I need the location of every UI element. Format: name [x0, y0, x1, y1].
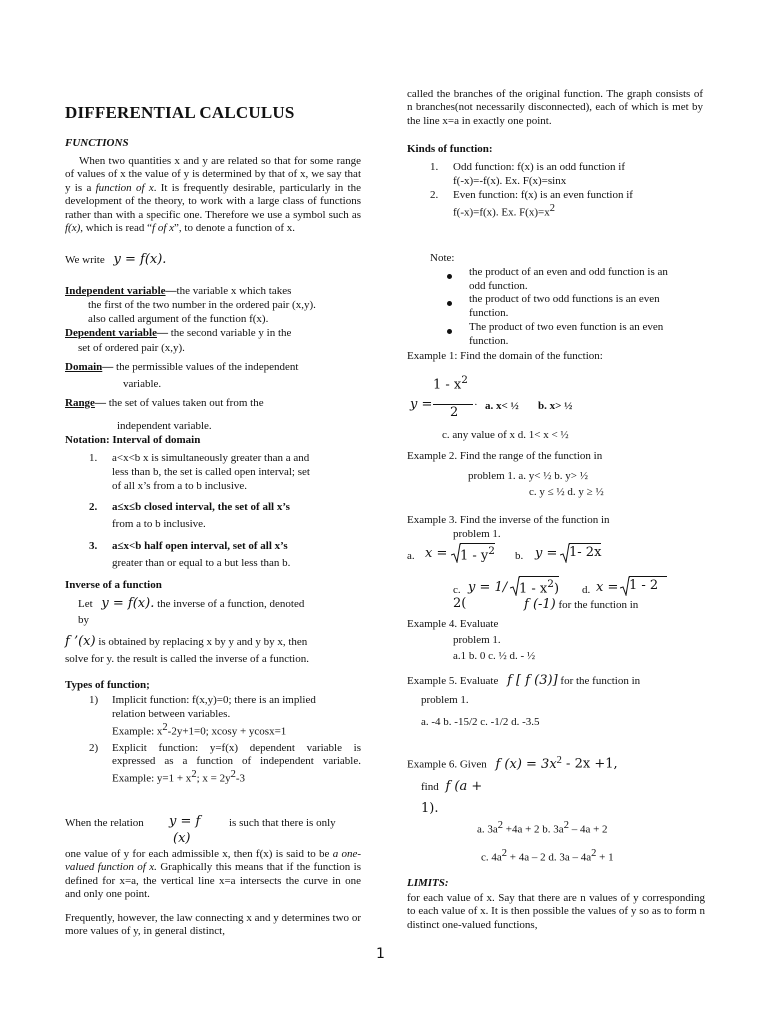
limits-heading: LIMITS:	[407, 877, 449, 889]
inverse-heading: Inverse of a function	[65, 579, 162, 591]
example-3-option-a-label: a.	[407, 550, 415, 562]
example-3-option-c-tail: 2(	[453, 596, 467, 611]
independent-variable-def-2: the first of the two number in the ordered pair (x,y).	[88, 299, 316, 311]
when-relation-suffix: is such that there is only	[229, 817, 336, 829]
example-5-prompt: Example 5. Evaluate f [ f (3)] for the function in	[407, 673, 641, 688]
type-1-line-3: Example: $x^2-2y+1=0$; xcosy + ycosx=1	[112, 722, 287, 738]
example-6-find: find f (a +	[421, 779, 483, 794]
example-3-option-a-radicand: $1 - y^2$	[460, 545, 495, 564]
kinds-heading: Kinds of function:	[407, 143, 493, 155]
inverse-fprime-line: f ’(x) is obtained by replacing x by y and y by x, then	[65, 634, 308, 649]
example-5-options: a. -4 b. -15/2 c. -1/2 d. -3.5	[421, 716, 540, 728]
dependent-variable-def: Dependent variable— the second variable y in the	[65, 327, 292, 339]
notation-item-1-line-2: less than b, the set is called open interval; set	[112, 466, 310, 478]
functions-intro: When two quantities x and y are related so that for some range of values of x the value of y is determined by that of x, we say that y is a function of x. It is frequently desirable, particularly in the development of the theory, to work with a large class of functions rather than with a specific one. Therefore we use a symbol such as f(x), which is read “f of x”, to denote a function of x.	[65, 155, 361, 235]
when-relation-eq-bottom: (x)	[173, 831, 191, 846]
notation-item-3-line-1: a≤x<b half open interval, set of all x’s	[112, 540, 288, 552]
notation-item-3-line-2: greater than or equal to a but less than b.	[112, 557, 291, 569]
kind-1-number: 1.	[430, 161, 439, 173]
page-title: DIFFERENTIAL CALCULUS	[65, 103, 295, 122]
example-1-options-cd: c. any value of x d. 1< x < ½	[442, 429, 569, 441]
example-1-prompt: Example 1: Find the domain of the function:	[407, 350, 603, 362]
example-1-denominator: 2	[450, 405, 459, 420]
example-4-problem-ref: problem 1.	[453, 634, 501, 646]
note-1-line-2: odd function.	[469, 280, 528, 292]
type-1-number: 1)	[89, 694, 99, 706]
note-label: Note:	[430, 252, 455, 264]
notation-item-2-line-2: from a to b inclusive.	[112, 518, 206, 530]
one-valued-paragraph: one value of y for each admissible x, then f(x) is said to be a one-valued function of x. Graphically this means that if the function is defined for x=a, the vertical line x=a intersects the curve in one and only one point.	[65, 848, 362, 901]
inverse-by: by	[78, 614, 89, 626]
note-bullet-2	[447, 297, 452, 310]
independent-variable-def: Independent variable—the variable x which takes	[65, 285, 292, 297]
example-3-option-c-label: c.	[453, 584, 461, 596]
range-def: Range— the set of values taken out from the	[65, 397, 264, 409]
kind-1-line-1: Odd function: f(x) is an odd function if	[453, 161, 625, 173]
example-1-numerator: $1 - x^2$	[433, 374, 468, 393]
notation-item-1-number: 1.	[89, 452, 98, 464]
domain-def-2: variable.	[123, 378, 162, 390]
type-2-text: Explicit function: y=f(x) dependent variable is expressed as a function of independent variable. Example: $y=1 + x^2$; $x = 2y^2-3$	[112, 742, 361, 785]
bullet-icon	[447, 274, 452, 279]
example-6-prompt: Example 6. Given f $(x) = 3x^2 - 2x +1$,	[407, 755, 618, 772]
kind-1-line-2: f(-x)=-f(x). Ex. F(x)=sinx	[453, 175, 567, 187]
inverse-result-line: solve for y. the result is called the inverse of a function.	[65, 653, 309, 665]
example-2-prompt: Example 2. Find the range of the function in	[407, 450, 603, 462]
example-1-y: y =	[410, 397, 433, 412]
kind-2-line-2: f(-x)=f(x). Ex. $F(x)=x^2$	[453, 203, 555, 219]
example-6-options-ab: a. $3a^2 +4a + 2$ b. $3a^2 - 4a + 2$	[477, 820, 608, 836]
bullet-icon	[447, 301, 452, 306]
example-3-option-d-label: d.	[582, 584, 591, 596]
kind-2-number: 2.	[430, 189, 439, 201]
note-3-line-1: The product of two even function is an even	[469, 321, 664, 333]
example-3-option-d-radicand: 1 - 2	[629, 576, 667, 594]
domain-def: Domain— the permissible values of the independent	[65, 361, 299, 373]
page-number: 1	[376, 946, 385, 962]
example-3-option-c-radicand: $1 - x^2$)	[519, 578, 560, 597]
kind-2-line-1: Even function: f(x) is an even function if	[453, 189, 633, 201]
dependent-variable-def-2: set of ordered pair (x,y).	[78, 342, 185, 354]
example-1-option-b: b. x> ½	[538, 400, 573, 412]
notation-item-1-line-1: a<x<b x is simultaneously greater than a and	[112, 452, 310, 464]
example-2-options-ab: problem 1. a. y< ½ b. y> ½	[468, 470, 588, 482]
notation-item-2-line-1: a≤x≤b closed interval, the set of all x’s	[112, 501, 290, 513]
notation-item-3-number: 3.	[89, 540, 98, 552]
example-1-dot: ·	[474, 399, 478, 411]
frequently-paragraph: Frequently, however, the law connecting x and y determines two or more values of y, in general distinct,	[65, 912, 361, 938]
range-def-2: independent variable.	[117, 420, 212, 432]
example-2-options-cd: c. y ≤ ½ d. y ≥ ½	[529, 486, 604, 498]
continued-paragraph: called the branches of the original function. The graph consists of n branches(not necessarily disconnected), each of which is met by the line x=a in exactly one point.	[407, 88, 703, 127]
note-3-line-2: function.	[469, 335, 509, 347]
example-3-option-b-radicand: 1- 2x	[569, 545, 602, 560]
type-1-line-1: Implicit function: f(x,y)=0; there is an implied	[112, 694, 316, 706]
inverse-let-line: Let y = f(x). the inverse of a function, denoted	[78, 596, 305, 611]
note-2-line-2: function.	[469, 307, 509, 319]
independent-variable-def-3: also called argument of the function f(x).	[88, 313, 269, 325]
notation-item-2-number: 2.	[89, 501, 98, 513]
note-bullet-3	[447, 325, 452, 338]
notation-heading: Notation: Interval of domain	[65, 434, 201, 446]
type-2-number: 2)	[89, 742, 99, 754]
bullet-icon	[447, 329, 452, 334]
type-1-line-2: relation between variables.	[112, 708, 231, 720]
example-4-f-line: f (-1) for the function in	[524, 597, 639, 612]
example-3-option-d-eq: x =	[596, 580, 619, 595]
example-3-option-b-label: b.	[515, 550, 524, 562]
example-3-option-c-eq: y = 1/	[468, 580, 508, 595]
note-2-line-1: the product of two odd functions is an even	[469, 293, 660, 305]
example-3-problem-ref: problem 1.	[453, 528, 501, 540]
note-bullet-1	[447, 270, 452, 283]
example-3-prompt: Example 3. Find the inverse of the function in	[407, 514, 610, 526]
example-6-options-cd: c. $4a^2 + 4a - 2$ d. $3a - 4a^2 + 1$	[481, 848, 614, 864]
example-6-find-tail: 1).	[421, 801, 439, 816]
functions-heading: FUNCTIONS	[65, 137, 129, 149]
we-write-line: We write y = f(x).	[65, 252, 167, 267]
types-heading: Types of function;	[65, 679, 150, 691]
example-3-option-b-eq: y =	[535, 546, 558, 561]
notation-item-1-line-3: of all x’s from a to b inclusive.	[112, 480, 248, 492]
example-4-options: a.1 b. 0 c. ½ d. - ½	[453, 650, 536, 662]
note-1-line-1: the product of an even and odd function is an	[469, 266, 668, 278]
when-relation-prefix: When the relation	[65, 817, 144, 829]
example-1-option-a: a. x< ½	[485, 400, 519, 412]
limits-paragraph: for each value of x. Say that there are n values of y corresponding to each value of x. It is then possible the values of y so as to form n distinct one-valued functions,	[407, 892, 705, 931]
example-5-problem-ref: problem 1.	[421, 694, 469, 706]
when-relation-eq-top: y = f	[169, 814, 201, 829]
example-3-option-a-eq: x =	[425, 546, 448, 561]
example-4-prompt: Example 4. Evaluate	[407, 618, 499, 630]
